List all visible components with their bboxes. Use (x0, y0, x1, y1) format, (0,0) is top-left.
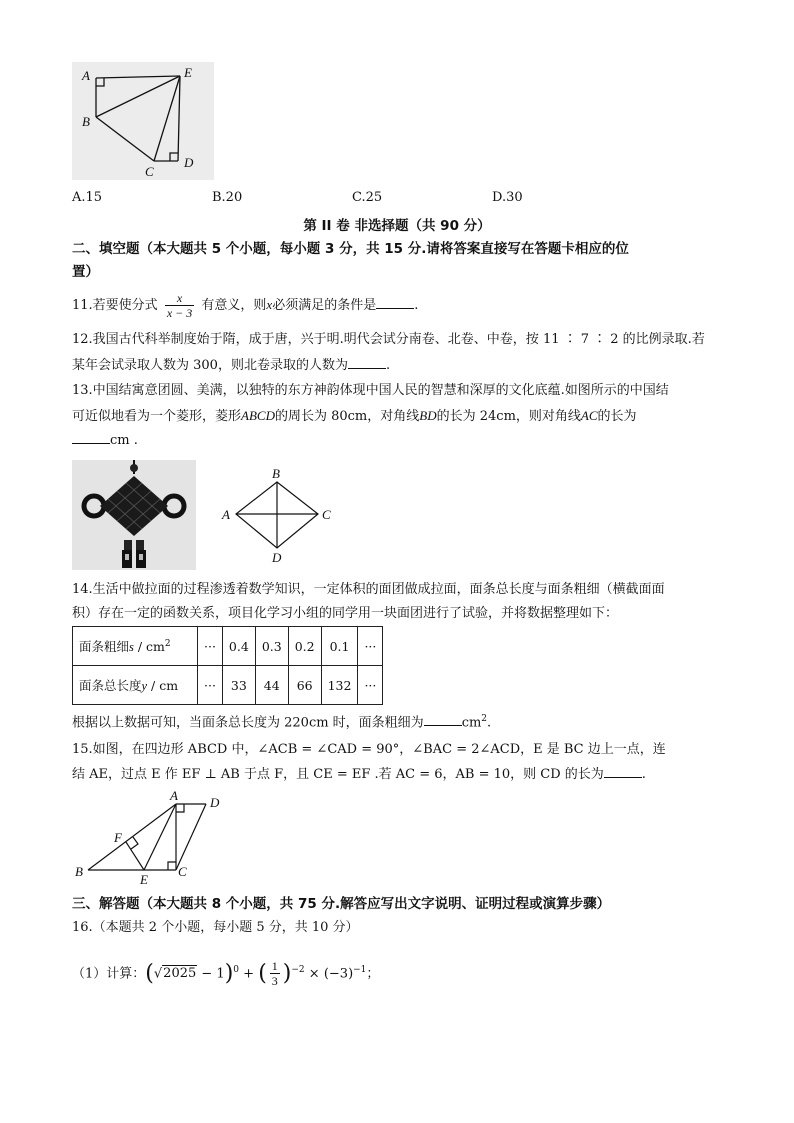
label-b: B (75, 864, 83, 879)
section2-heading-line1: 二、填空题（本大题共 5 个小题，每小题 3 分，共 15 分.请将答案直接写在答题卡相应的位 (72, 241, 629, 257)
noodle-data-table (72, 626, 383, 705)
question-14-after: 根据以上数据可知，当面条总长度为 220cm 时，面条粗细为 $cm^2$. (72, 714, 492, 731)
table-cell: 0.4 (222, 627, 255, 666)
section2-heading-line2: 置） (72, 264, 99, 280)
table-cell: 0.3 (255, 627, 288, 666)
label-b: B (82, 114, 90, 129)
label-d: D (184, 155, 194, 170)
table-cell: 44 (255, 666, 288, 705)
label-a: A (222, 507, 230, 522)
answer-blank-13 (72, 431, 110, 444)
label-e: E (184, 65, 192, 80)
figure-q13-rhombus (218, 464, 338, 568)
table-cell: ··· (358, 627, 383, 666)
choice-a: A.15 (72, 190, 103, 205)
answer-blank-12 (348, 356, 386, 369)
table-row (73, 627, 383, 666)
label-a: A (82, 68, 90, 83)
question-16-part1: （1）计算：$(√2025 - 1)^0$ + ( $\frac{1}{3}$ )$^{-2} \times (-3)^{-1}$； (72, 958, 380, 988)
fraction-one-third: $\frac{1}{3}$ (271, 958, 278, 988)
table-cell: ··· (198, 666, 223, 705)
table-cell: 66 (288, 666, 321, 705)
table-cell: 0.2 (288, 627, 321, 666)
label-c: C (322, 507, 331, 522)
figure-q15 (72, 790, 232, 888)
question-14-line2: 积）存在一定的函数关系，项目化学习小组的同学用一块面团进行了试验，并将数据整理如下： (72, 606, 619, 621)
question-13-line3: cm . (72, 431, 138, 451)
label-d: D (272, 550, 282, 565)
label-c: C (178, 864, 187, 879)
question-15-line2: 结 AE，过点 E 作 EF ⊥ AB 于点 F，且 CE = EF .若 AC = 6，AB = 10，则 CD 的长为 . (72, 767, 646, 782)
question-12-line1: 12.我国古代科举制度始于隋，成于唐，兴于明.明代会试分南卷、北卷、中卷，按 11 ∶ 7 ∶ 2 的比例录取.若 (72, 332, 705, 347)
question-13-line2: 可近似地看为一个菱形，菱形ABCD的周长为 80cm，对角线BD的长为 24cm，则对角线AC的长为 (72, 408, 637, 424)
figure-q10 (72, 62, 214, 180)
table-cell: ··· (198, 627, 223, 666)
question-12-line2: 某年会试录取人数为 300，则北卷录取的人数为 . (72, 358, 391, 373)
row-head-length: 面条总长度y / cm (73, 666, 198, 705)
answer-blank-15 (604, 765, 642, 778)
chinese-knot-image (72, 460, 196, 570)
question-11: 11.若要使分式 $\frac{x}{x - 3}$ 有意义，则x必须满足的条件是 . (72, 290, 419, 320)
question-16-intro: 16.（本题共 2 个小题，每小题 5 分，共 10 分） (72, 920, 359, 935)
choice-c: C.25 (352, 190, 383, 205)
row-head-thickness: 面条粗细s / $cm^2$ (73, 627, 198, 666)
table-row (73, 666, 383, 705)
label-f: F (114, 830, 122, 845)
table-cell: 33 (222, 666, 255, 705)
section3-heading: 三、解答题（本大题共 8 个小题，共 75 分.解答应写出文字说明、证明过程或演算步骤） (72, 896, 611, 912)
label-b: B (272, 466, 280, 481)
choice-b: B.20 (212, 190, 243, 205)
part2-title: 第 II 卷 非选择题（共 90 分） (303, 218, 491, 234)
answer-blank-11 (376, 296, 414, 309)
question-14-line1: 14.生活中做拉面的过程渗透着数学知识，一定体积的面团做成拉面，面条总长度与面条粗细（横截面面 (72, 582, 665, 597)
label-c: C (145, 164, 154, 179)
label-e: E (140, 872, 148, 887)
label-a: A (170, 790, 178, 803)
label-d: D (210, 795, 220, 810)
question-15-line1: 15.如图，在四边形 ABCD 中，∠ACB = ∠CAD = 90°，∠BAC = 2∠ACD，E 是 BC 边上一点，连 (72, 742, 666, 757)
answer-blank-14 (424, 713, 462, 726)
question-13-line1: 13.中国结寓意团圆、美满，以独特的东方神韵体现中国人民的智慧和深厚的文化底蕴.如图所示的中国结 (72, 383, 669, 398)
table-cell: 132 (321, 666, 358, 705)
choice-d: D.30 (492, 190, 523, 205)
table-cell: 0.1 (321, 627, 358, 666)
table-cell: ··· (358, 666, 383, 705)
fraction-x-over-x-minus-3: $\frac{x}{x - 3}$ (166, 290, 193, 320)
